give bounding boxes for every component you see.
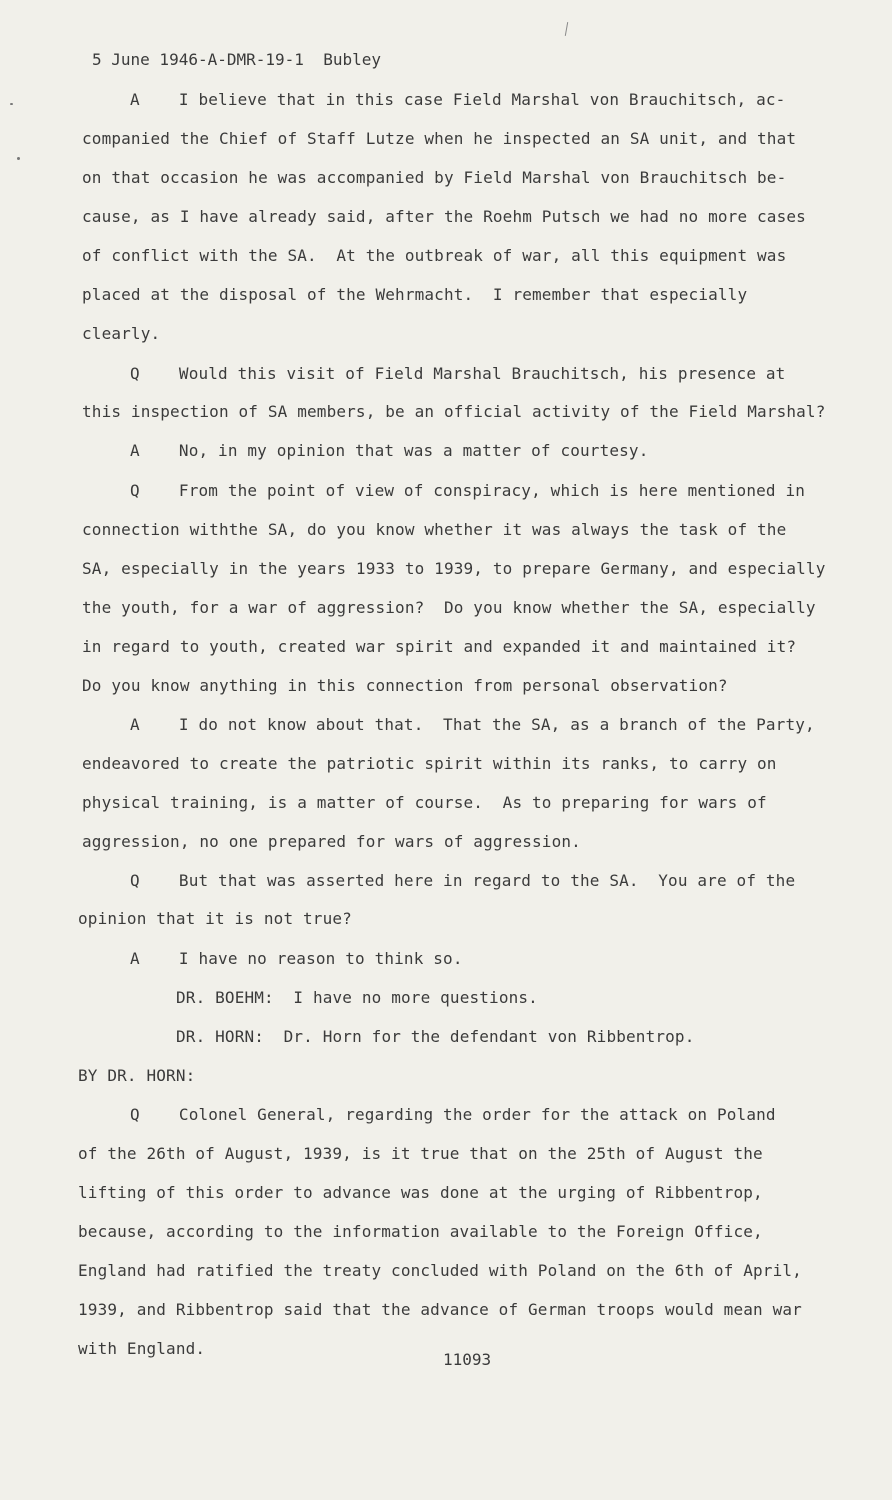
- text-line: lifting of this order to advance was done at the urging of Ribbentrop,: [78, 1183, 763, 1202]
- text-line: A I do not know about that. That the SA, as a branch of the Party,: [130, 715, 815, 734]
- text-line: physical training, is a matter of course. As to preparing for wars of: [82, 793, 767, 812]
- text-line: Q Colonel General, regarding the order for the attack on Poland: [130, 1105, 776, 1124]
- text-line: opinion that it is not true?: [78, 909, 352, 928]
- text-line: of conflict with the SA. At the outbreak of war, all this equipment was: [82, 246, 787, 265]
- text-line: aggression, no one prepared for wars of aggression.: [82, 832, 581, 851]
- document-header: 5 June 1946-A-DMR-19-1 Bubley: [92, 50, 381, 69]
- text-line: because, according to the information available to the Foreign Office,: [78, 1222, 763, 1241]
- text-line: of the 26th of August, 1939, is it true that on the 25th of August the: [78, 1144, 763, 1163]
- text-line: A No, in my opinion that was a matter of courtesy.: [130, 441, 649, 460]
- text-line: Q But that was asserted here in regard to the SA. You are of the: [130, 871, 796, 890]
- text-line: on that occasion he was accompanied by Field Marshal von Brauchitsch be-: [82, 168, 787, 187]
- text-line: SA, especially in the years 1933 to 1939, to prepare Germany, and especially: [82, 559, 826, 578]
- text-line: BY DR. HORN:: [78, 1066, 196, 1085]
- paper-speck: [17, 157, 20, 160]
- text-line: A I have no reason to think so.: [130, 949, 463, 968]
- paper-mark: [565, 22, 568, 36]
- text-line: DR. BOEHM: I have no more questions.: [176, 988, 538, 1007]
- text-line: connection withthe SA, do you know whether it was always the task of the: [82, 520, 787, 539]
- text-line: cause, as I have already said, after the Roehm Putsch we had no more cases: [82, 207, 806, 226]
- text-line: Q From the point of view of conspiracy, which is here mentioned in: [130, 481, 806, 500]
- paper-speck: [10, 103, 13, 105]
- text-line: this inspection of SA members, be an official activity of the Field Marshal?: [82, 402, 826, 421]
- text-line: A I believe that in this case Field Marshal von Brauchitsch, ac-: [130, 90, 786, 109]
- text-line: in regard to youth, created war spirit and expanded it and maintained it?: [82, 637, 797, 656]
- text-line: companied the Chief of Staff Lutze when he inspected an SA unit, and that: [82, 129, 797, 148]
- text-line: DR. HORN: Dr. Horn for the defendant von Ribbentrop.: [176, 1027, 695, 1046]
- text-line: 1939, and Ribbentrop said that the advance of German troops would mean war: [78, 1300, 802, 1319]
- text-line: endeavored to create the patriotic spirit within its ranks, to carry on: [82, 754, 777, 773]
- text-line: with England.: [78, 1339, 206, 1358]
- text-line: Do you know anything in this connection from personal observation?: [82, 676, 728, 695]
- text-line: Q Would this visit of Field Marshal Brauchitsch, his presence at: [130, 364, 786, 383]
- text-line: placed at the disposal of the Wehrmacht. I remember that especially: [82, 285, 748, 304]
- text-line: the youth, for a war of aggression? Do you know whether the SA, especially: [82, 598, 816, 617]
- page-number: 11093: [443, 1350, 492, 1369]
- text-line: clearly.: [82, 324, 161, 343]
- text-line: England had ratified the treaty concluded with Poland on the 6th of April,: [78, 1261, 802, 1280]
